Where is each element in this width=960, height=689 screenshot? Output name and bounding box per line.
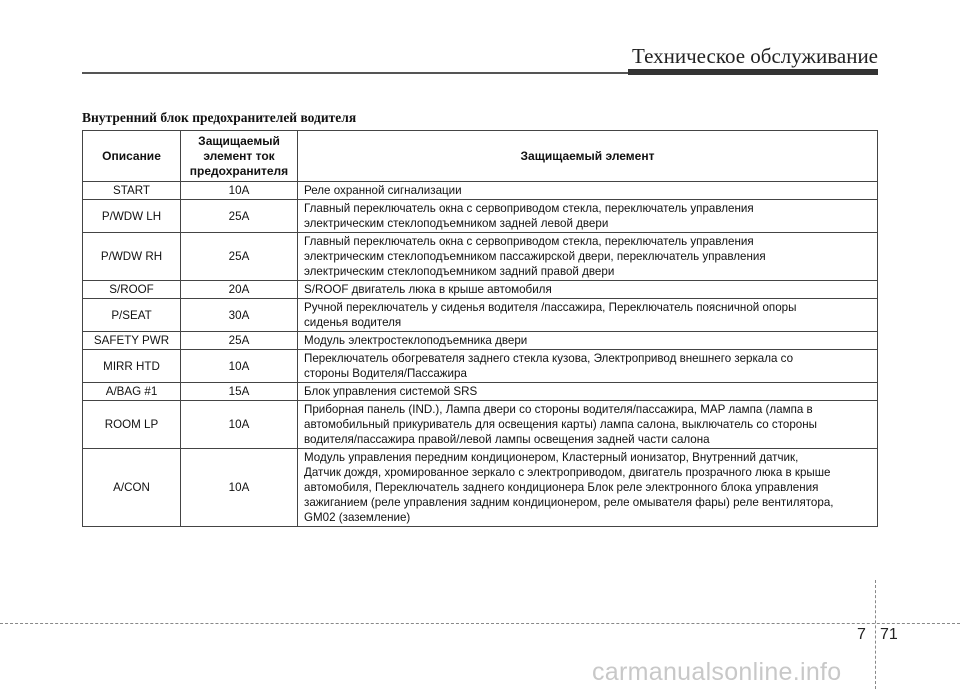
fuse-name: MIRR HTD — [83, 350, 181, 383]
protected-element-line: стороны Водителя/Пассажира — [304, 367, 467, 380]
header-accent-bar — [628, 69, 878, 75]
protected-element — [298, 449, 878, 527]
protected-element-line: Переключатель обогревателя заднего стекла кузова, Электропривод внешнего зеркала со — [304, 352, 794, 365]
protected-element-line: водителя/пассажира правой/левой лампы освещения задней части салона — [304, 433, 710, 446]
protected-element — [298, 401, 878, 449]
fuse-name: P/SEAT — [83, 299, 181, 332]
fuse-rating: 10A — [181, 182, 298, 200]
protected-element-line: Главный переключатель окна с сервоприводом стекла, переключатель управления — [304, 235, 754, 248]
fuse-rating: 10A — [181, 350, 298, 383]
fuse-rating: 10A — [181, 401, 298, 449]
fuse-rating: 20A — [181, 281, 298, 299]
page-number: 71 — [880, 626, 898, 643]
protected-element-line: Ручной переключатель у сиденья водителя /пассажира, Переключатель поясничной опоры — [304, 301, 797, 314]
section-title: Внутренний блок предохранителей водителя — [82, 110, 357, 125]
protected-element-line: зажиганием (реле управления задним кондиционером, реле омывателя фары) реле вентилятора, — [304, 496, 834, 509]
protected-element — [298, 299, 878, 332]
protected-element — [298, 383, 878, 401]
protected-element — [298, 350, 878, 383]
protected-element-line: Реле охранной сигнализации — [304, 184, 462, 197]
table-row — [83, 383, 878, 401]
fuse-name: START — [83, 182, 181, 200]
watermark: carmanualsonline.info — [592, 658, 842, 686]
protected-element-line: Приборная панель (IND.), Лампа двери со стороны водителя/пассажира, MAP лампа (лампа в — [304, 403, 813, 416]
table-row — [83, 182, 878, 200]
protected-element — [298, 233, 878, 281]
chapter-number: 7 — [857, 626, 866, 643]
protected-element-line: Модуль электростеклоподъемника двери — [304, 334, 528, 347]
table-row — [83, 449, 878, 527]
table-row — [83, 281, 878, 299]
fuse-name: P/WDW LH — [83, 200, 181, 233]
protected-element-line: электрическим стеклоподъемником пассажирской двери, переключатель управления — [304, 250, 766, 263]
table-row — [83, 299, 878, 332]
protected-element-line: S/ROOF двигатель люка в крыше автомобиля — [304, 283, 552, 296]
footer-divider — [0, 623, 960, 624]
table-row — [83, 401, 878, 449]
protected-element-line: Главный переключатель окна с сервоприводом стекла, переключатель управления — [304, 202, 754, 215]
header-protected-element: Защищаемый элемент — [298, 131, 878, 182]
table-row — [83, 332, 878, 350]
protected-element-line: автомобильный прикуриватель для освещения карты) лампа салона, выключатель со стороны — [304, 418, 817, 431]
protected-element — [298, 200, 878, 233]
fuse-name: SAFETY PWR — [83, 332, 181, 350]
footer-vertical-divider — [875, 580, 876, 689]
fuse-name: P/WDW RH — [83, 233, 181, 281]
table-row — [83, 200, 878, 233]
protected-element-line: электрическим стеклоподъемником задний правой двери — [304, 265, 615, 278]
fuse-name: S/ROOF — [83, 281, 181, 299]
protected-element — [298, 182, 878, 200]
protected-element — [298, 332, 878, 350]
fuse-rating: 25A — [181, 233, 298, 281]
table-row — [83, 350, 878, 383]
protected-element-line: Датчик дождя, хромированное зеркало с электроприводом, двигатель прозрачного люка в крыше — [304, 466, 831, 479]
fuse-rating: 25A — [181, 200, 298, 233]
protected-element-line: автомобиля, Переключатель заднего кондиционера Блок реле электронного блока управления — [304, 481, 819, 494]
page-header-title: Техническое обслуживание — [632, 44, 878, 68]
fuse-name: ROOM LP — [83, 401, 181, 449]
fuse-name: A/BAG #1 — [83, 383, 181, 401]
header-description: Описание — [83, 131, 181, 182]
fuse-table-header-row — [83, 131, 878, 182]
protected-element-line: Блок управления системой SRS — [304, 385, 478, 398]
fuse-rating: 15A — [181, 383, 298, 401]
header-fuse-rating: Защищаемый элемент ток предохранителя — [181, 131, 298, 182]
protected-element-line: Модуль управления передним кондиционером, Кластерный ионизатор, Внутренний датчик, — [304, 451, 799, 464]
fuse-table — [82, 130, 878, 527]
protected-element-line: сиденья водителя — [304, 316, 402, 329]
fuse-rating: 30A — [181, 299, 298, 332]
fuse-rating: 10A — [181, 449, 298, 527]
fuse-name: A/CON — [83, 449, 181, 527]
protected-element-line: электрическим стеклоподъемником задней левой двери — [304, 217, 609, 230]
protected-element — [298, 281, 878, 299]
protected-element-line: GM02 (заземление) — [304, 511, 411, 524]
fuse-rating: 25A — [181, 332, 298, 350]
table-row — [83, 233, 878, 281]
